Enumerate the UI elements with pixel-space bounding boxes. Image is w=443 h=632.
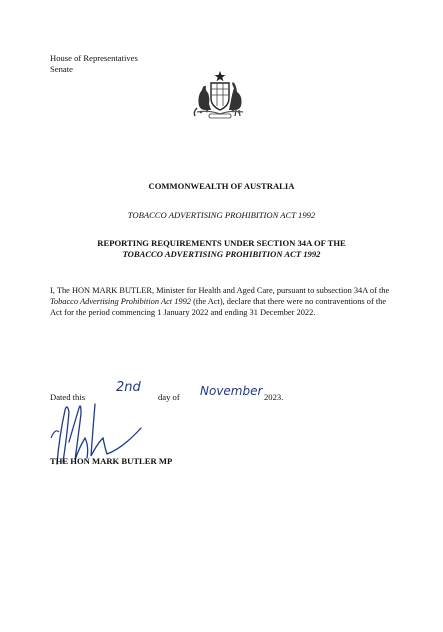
handwritten-day: 2nd [116, 380, 141, 395]
house-of-representatives-label: House of Representatives [50, 53, 138, 63]
handwritten-month: November [200, 384, 263, 398]
year-label: 2023. [264, 392, 284, 402]
declaration-paragraph [50, 286, 395, 318]
day-of-label: day of [158, 392, 180, 402]
document-title: COMMONWEALTH OF AUSTRALIA [148, 181, 295, 191]
declaration-act-name: Tobacco Advertising Prohibition Act 1992 [50, 296, 191, 306]
signatory-name: THE HON MARK BUTLER MP [50, 456, 173, 466]
declaration-text-part1: I, The HON MARK BUTLER, Minister for Health and Aged Care, pursuant to subsection 34A of the [50, 286, 390, 295]
chamber-header [50, 53, 138, 75]
requirements-heading [0, 238, 443, 260]
declaration-text-part2: (the Act), declare that there were no contraventions of the Act for the period commencing 1 January 2022 and ending 31 December 2022. [50, 296, 387, 317]
senate-label: Senate [50, 64, 73, 74]
coat-of-arms-icon [191, 70, 249, 120]
requirements-heading-line2: TOBACCO ADVERTISING PROHIBITION ACT 1992 [122, 249, 321, 259]
dated-label: Dated this [50, 392, 86, 402]
act-title: TOBACCO ADVERTISING PROHIBITION ACT 1992 [127, 210, 316, 220]
requirements-heading-line1: REPORTING REQUIREMENTS UNDER SECTION 34A OF THE [97, 238, 346, 248]
